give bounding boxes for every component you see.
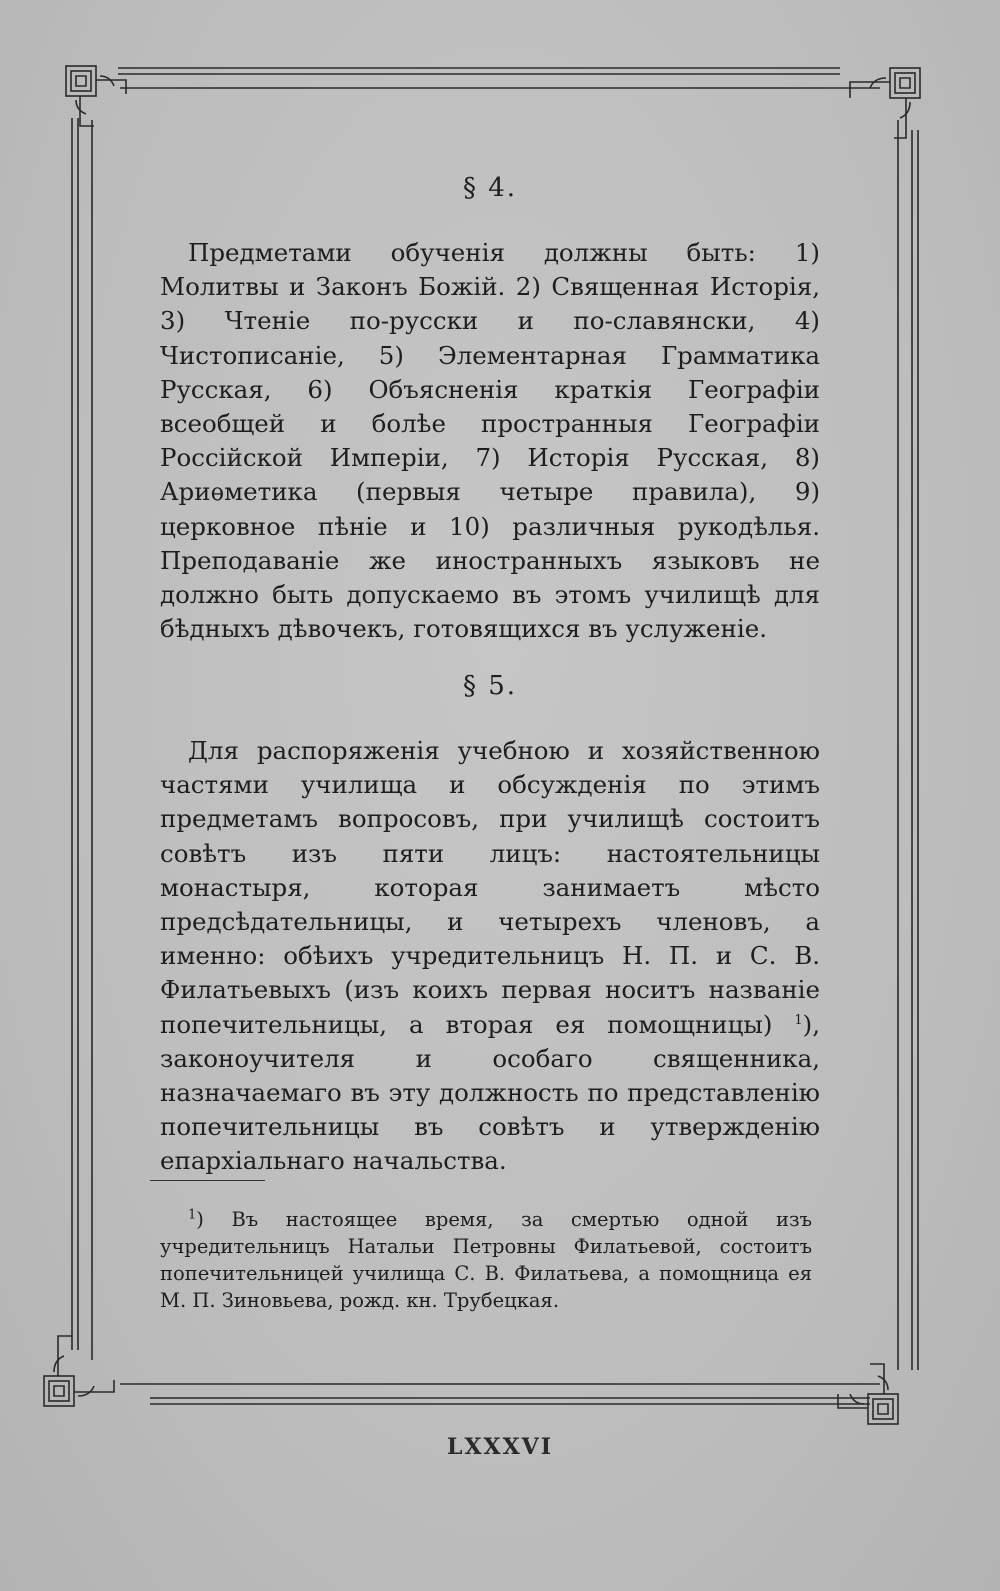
footnote-text: ) Въ настоящее время, за смертью одной изъ учредительницъ Натальи Петровны Филатьевой, состоитъ попечительницей училища С. В. Филатьева, а помощница ея М. П. Зиновьева, рожд. кн. Трубецкая.: [160, 1208, 812, 1312]
footnote: [160, 1206, 812, 1314]
corner-ornament-bottom-right: [838, 1364, 898, 1424]
footnote-separator: [150, 1180, 265, 1181]
section-heading: § 4.: [462, 173, 518, 203]
paragraph-text-continued: ), законоучителя и особаго священника, назначаемаго въ эту должность по представленію попечительницы въ совѣтъ и утвержденію епархіальнаго начальства.: [160, 1009, 820, 1176]
corner-ornament-bottom-left: [44, 1336, 114, 1406]
section-4: [160, 170, 820, 646]
footnote-reference[interactable]: 1: [794, 1012, 803, 1028]
paragraph: [160, 734, 820, 1179]
page-number: LXXXVI: [446, 1434, 554, 1460]
footnote-mark: 1: [188, 1207, 197, 1223]
corner-ornament-top-left: [66, 66, 126, 126]
paragraph: Предметами обученія должны быть: 1) Молитвы и Законъ Божій. 2) Священная Исторія, 3) Чтеніе по-русски и по-славянски, 4) Чистописаніе, 5) Элементарная Грамматика Русская, 6) Объясненія краткія Географіи всеобщей и болѣе пространныя Географіи Россійской Имперіи, 7) Исторія Русская, 8) Ариѳметика (первыя четыре правила), 9) церковное пѣніе и 10) различныя рукодѣлья. Преподаваніе же иностранныхъ языковъ не должно быть допускаемо въ этомъ училищѣ для бѣдныхъ дѣвочекъ, готовящихся въ услуженіе.: [160, 238, 820, 644]
section-heading: § 5.: [462, 671, 518, 701]
corner-ornament-top-right: [850, 68, 920, 138]
section-5: [160, 668, 820, 1179]
paragraph-text: Для распоряженія учебною и хозяйственною частями училища и обсужденія по этимъ предметамъ вопросовъ, при училищѣ состоитъ совѣтъ изъ пяти лицъ: настоятельницы монастыря, которая занимаетъ мѣсто предсѣдательницы, и четырехъ членовъ, а именно: обѣихъ учредительницъ Н. П. и С. В. Филатьевыхъ (изъ коихъ первая носитъ названіе попечительницы, а вторая ея помощницы): [160, 736, 820, 1039]
